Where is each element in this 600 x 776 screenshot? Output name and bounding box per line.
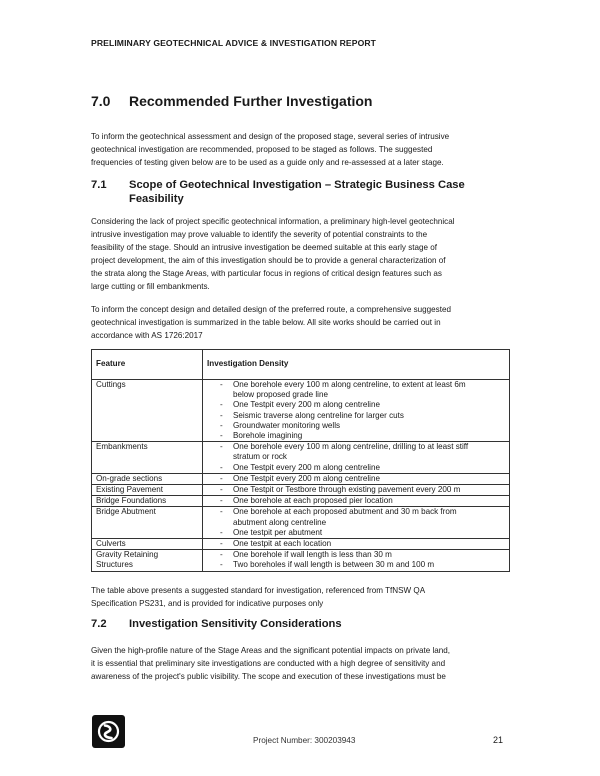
page-number: 21 <box>493 735 504 745</box>
intro-paragraph: To inform the geotechnical assessment and design of the proposed stage, several series of intrusive geotechnical investigation are recommended, proposed to be staged as follows. The suggested frequencies of testing given below are to be used as a guide only and re-assessed at a later stage. <box>91 132 450 167</box>
density-cell <box>203 473 510 484</box>
feature-cell: Bridge Foundations <box>92 496 203 507</box>
density-cell <box>203 442 510 474</box>
section-number: 7.2 <box>91 618 107 630</box>
density-cell <box>203 507 510 539</box>
section-title: Scope of Geotechnical Investigation – Strategic Business Case Feasibility <box>129 179 465 205</box>
feature-cell: On-grade sections <box>92 473 203 484</box>
density-list <box>203 507 509 538</box>
concept-design-paragraph: To inform the concept design and detailed design of the preferred route, a comprehensive suggested geotechnical investigation is summarized in the table below. All site works should be carried out in accordance with AS 1726:2017 <box>91 305 451 340</box>
list-item: - One borehole every 100 m along centreline, to extent at least 6m below proposed grade line <box>203 380 509 400</box>
table-row <box>92 485 510 496</box>
list-item: - One Testpit every 200 m along centreline <box>203 474 509 484</box>
density-list <box>203 496 509 506</box>
table-row <box>92 496 510 507</box>
list-item: - One Testpit or Testbore through existing pavement every 200 m <box>203 485 509 495</box>
density-list <box>203 485 509 495</box>
list-item: - One testpit at each location <box>203 539 509 549</box>
feature-cell: Bridge Abutment <box>92 507 203 539</box>
list-item: - Seismic traverse along centreline for larger cuts <box>203 411 509 421</box>
table-row <box>92 442 510 474</box>
table-body <box>92 380 510 572</box>
list-item: - Groundwater monitoring wells <box>203 421 509 431</box>
list-item: - One borehole if wall length is less than 30 m <box>203 550 509 560</box>
density-list <box>203 539 509 549</box>
section-heading-7-0 <box>91 93 372 109</box>
company-logo-icon <box>92 715 125 748</box>
density-cell <box>203 550 510 571</box>
section-title: Investigation Sensitivity Considerations <box>129 618 342 630</box>
density-list <box>203 442 509 473</box>
report-header: PRELIMINARY GEOTECHNICAL ADVICE & INVESTIGATION REPORT <box>91 38 377 48</box>
list-item: - One borehole every 100 m along centreline, drilling to at least stiff stratum or rock <box>203 442 509 462</box>
list-item: - One Testpit every 200 m along centreline <box>203 400 509 410</box>
list-item: - One borehole at each proposed pier location <box>203 496 509 506</box>
density-cell <box>203 380 510 442</box>
density-column-header: Investigation Density <box>203 350 510 380</box>
investigation-table <box>91 349 510 572</box>
table-row <box>92 550 510 571</box>
table-row <box>92 473 510 484</box>
density-cell <box>203 496 510 507</box>
section-number: 7.1 <box>91 179 107 191</box>
feature-cell: Gravity Retaining Structures <box>92 550 203 571</box>
sensitivity-paragraph: Given the high-profile nature of the Stage Areas and the significant potential impacts on private land, it is essential that preliminary site investigations are conducted with a high degree of sensitivity and awareness of the project's public visibility. The scope and execution of these investigations must be <box>91 646 451 681</box>
table-row <box>92 380 510 442</box>
project-number: Project Number: 300203943 <box>253 736 356 745</box>
density-list <box>203 474 509 484</box>
list-item: - Two boreholes if wall length is between 30 m and 100 m <box>203 560 509 570</box>
density-cell <box>203 539 510 550</box>
table-header-row <box>92 350 510 380</box>
scope-paragraph: Considering the lack of project specific geotechnical information, a preliminary high-level geotechnical intrusive investigation may prove valuable to identify the severity of potential constraints to the feasibility of the stage. Should an intrusive investigation be deemed suitable at this early stage of project development, the aim of this investigation should be to provide a general characterization of the strata along the Stage Areas, with particular focus in regions of critical design features such as large cutting or fill embankments. <box>91 217 455 291</box>
table-note: The table above presents a suggested standard for investigation, referenced from TfNSW QA Specification PS231, and is provided for indicative purposes only <box>91 586 426 608</box>
density-list <box>203 550 509 570</box>
feature-cell: Cuttings <box>92 380 203 442</box>
list-item: - One testpit per abutment <box>203 528 509 538</box>
section-title: Recommended Further Investigation <box>129 93 373 109</box>
density-cell <box>203 485 510 496</box>
feature-cell: Embankments <box>92 442 203 474</box>
density-list <box>203 380 509 441</box>
list-item: - One Testpit every 200 m along centreline <box>203 463 509 473</box>
feature-cell: Existing Pavement <box>92 485 203 496</box>
table-row <box>92 507 510 539</box>
list-item: - One borehole at each proposed abutment and 30 m back from abutment along centreline <box>203 507 509 527</box>
section-number: 7.0 <box>91 93 111 109</box>
table-row <box>92 539 510 550</box>
feature-column-header: Feature <box>92 350 203 380</box>
feature-cell: Culverts <box>92 539 203 550</box>
list-item: - Borehole imagining <box>203 431 509 441</box>
